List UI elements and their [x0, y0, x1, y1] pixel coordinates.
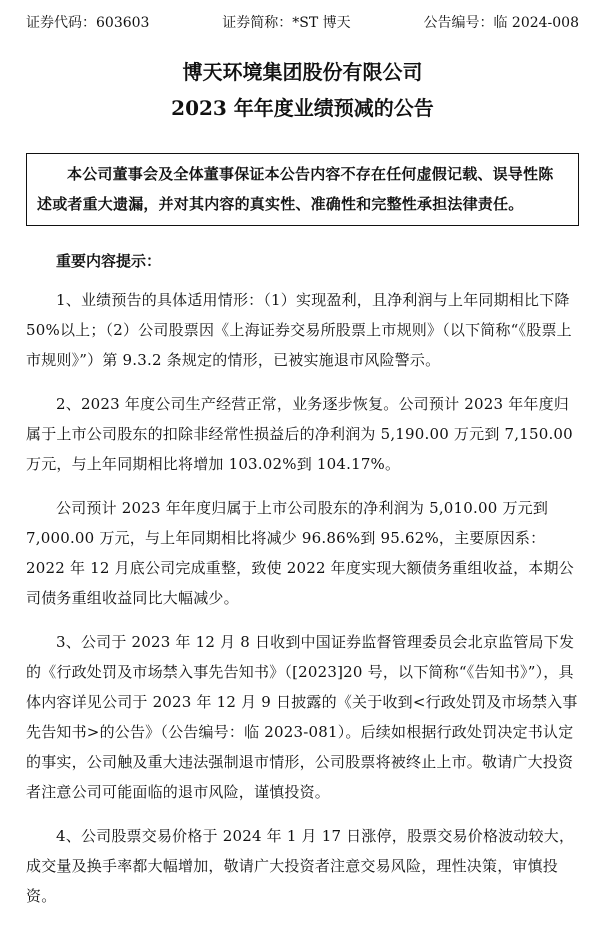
key-points-heading: 重要内容提示： [56, 252, 162, 270]
key-point-1: 1、业绩预告的具体适用情形：（1）实现盈利，且净利润与上年同期相比下降 50%以上；（2）公司股票因《上海证券交易所股票上市规则》（以下简称“《股票上市规则》”）第 9.3.2 条规定的情形，已被实施退市风险警示。 [26, 291, 572, 369]
security-code: 证券代码：603603 [26, 15, 150, 31]
key-point-3: 3、公司于 2023 年 12 月 8 日收到中国证券监督管理委员会北京监管局下发的《行政处罚及市场禁入事先告知书》（[2023]20 号，以下简称“《告知书》”），具体内容详见公司于 2023 年 12 月 9 日披露的《关于收到<行政处罚及市场禁入事先告知书>的公告》（公告编号：临 2023-081）。后续如根据行政处罚决定书认定的事实，公司触及重大违法强制退市情形，公司股票将被终止上市。敬请广大投资者注意公司可能面临的退市风险，谨慎投资。 [26, 633, 578, 801]
key-point-2-detail: 公司预计 2023 年年度归属于上市公司股东的净利润为 5,010.00 万元到 7,000.00 万元，与上年同期相比将减少 96.86%到 95.62%，主要原因系：2022 年 12 月底公司完成重整，致使 2022 年度实现大额债务重组收益，本期公司债务重组收益同比大幅减少。 [26, 499, 574, 607]
board-statement-box: 本公司董事会及全体董事保证本公告内容不存在任何虚假记载、误导性陈述或者重大遗漏，并对其内容的真实性、准确性和完整性承担法律责任。 [26, 153, 579, 226]
company-title: 博天环境集团股份有限公司 [182, 60, 423, 84]
security-short-name: 证券简称：*ST 博天 [222, 15, 351, 31]
key-point-2: 2、2023 年度公司生产经营正常，业务逐步恢复。公司预计 2023 年年度归属于上市公司股东的扣除非经常性损益后的净利润为 5,190.00 万元到 7,150.00 万元，与上年同期相比将增加 103.02%到 104.17%。 [26, 395, 573, 473]
key-point-4: 4、公司股票交易价格于 2024 年 1 月 17 日涨停，股票交易价格波动较大，成交量及换手率都大幅增加，敬请广大投资者注意交易风险，理性决策，审慎投资。 [26, 827, 575, 905]
announcement-title: 2023 年年度业绩预减的公告 [171, 96, 434, 120]
document-header [26, 12, 579, 34]
notice-number: 公告编号：临 2024-008 [423, 15, 579, 31]
